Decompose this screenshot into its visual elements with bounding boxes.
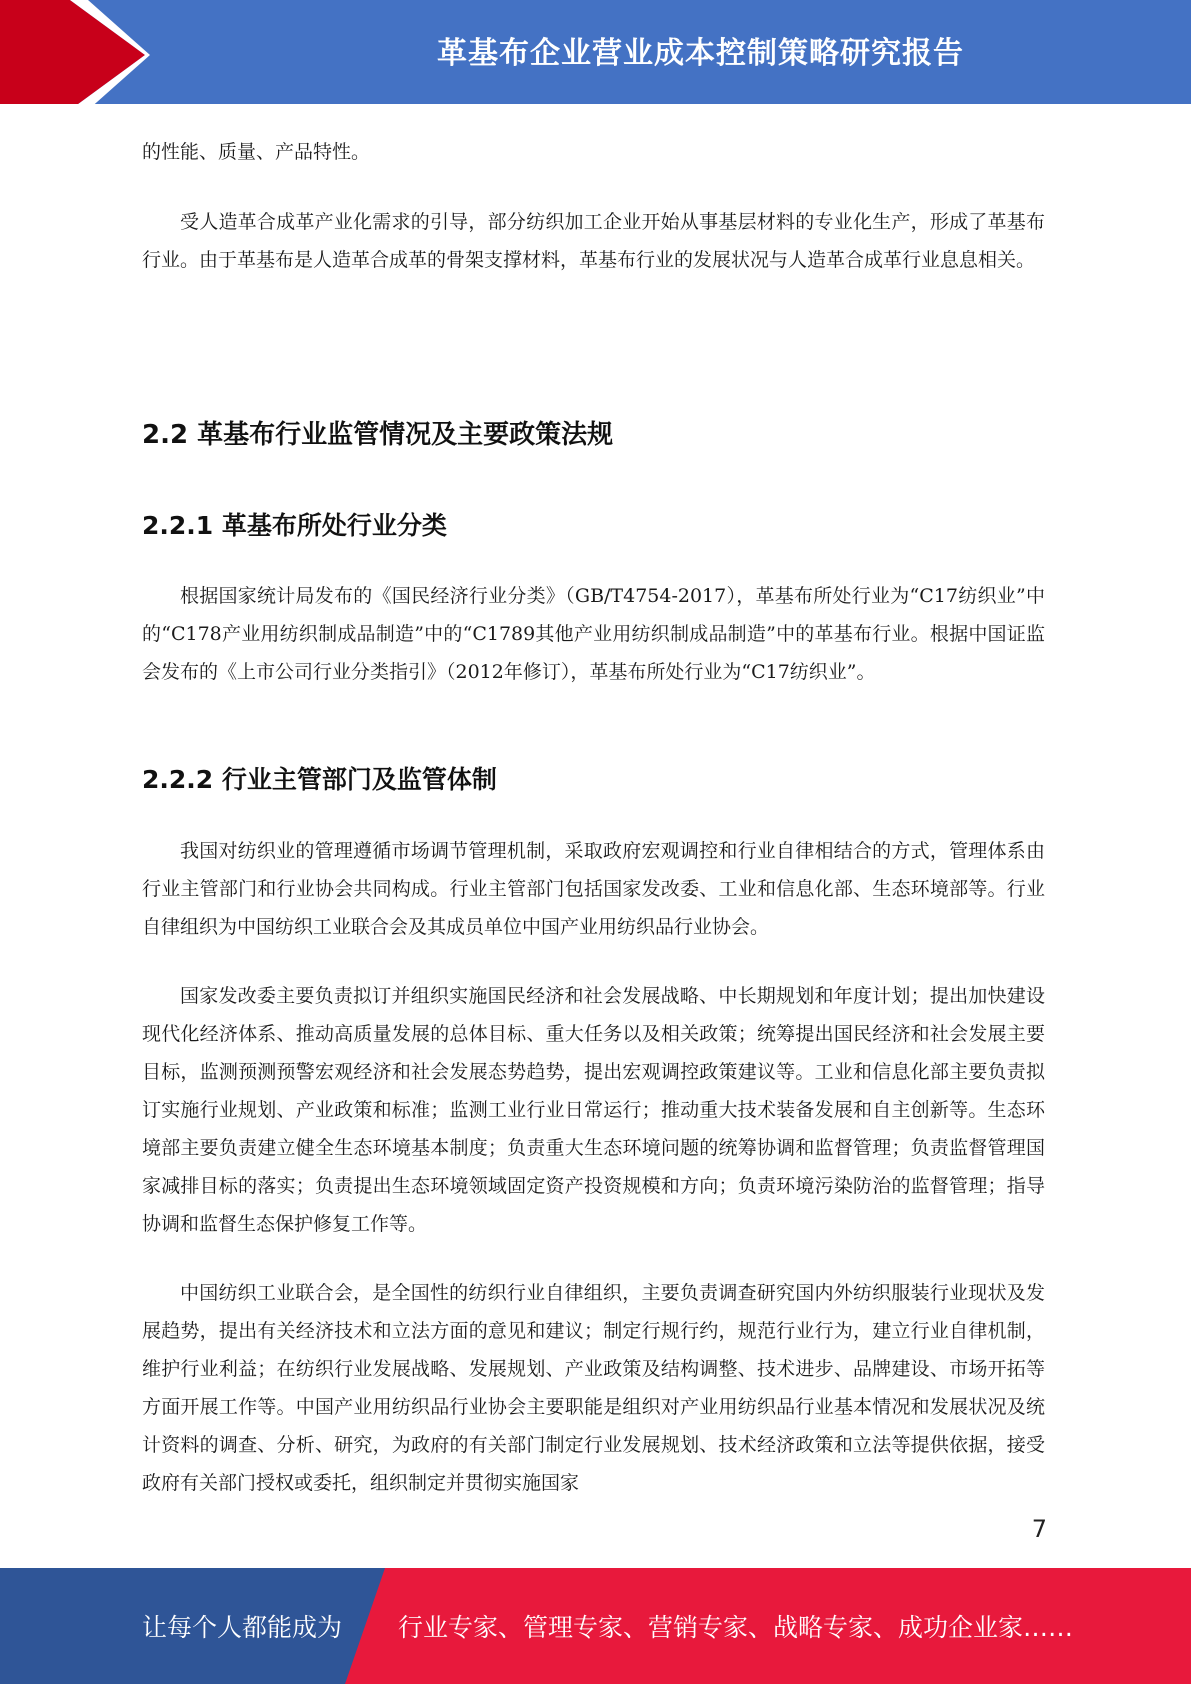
paragraph-government-departments: [142, 977, 1045, 1243]
section-heading: 2.2 革基布行业监管情况及主要政策法规: [142, 420, 614, 450]
paragraph-industry-associations: [142, 1274, 1045, 1502]
paragraph-text: 中国纺织工业联合会，是全国性的纺织行业自律组织，主要负责调查研究国内外纺织服装行业现状及发展趋势，提出有关经济技术和立法方面的意见和建议；制定行规行约，规范行业行为，建立行业自律机制，维护行业利益；在纺织行业发展战略、发展规划、产业政策及结构调整、技术进步、品牌建设、市场开拓等方面开展工作等。中国产业用纺织品行业协会主要职能是组织对产业用纺织品行业基本情况和发展状况及统计资料的调查、分析、研究，为政府的有关部门制定行业发展规划、技术经济政策和立法等提供依据，接受政府有关部门授权或委托，组织制定并贯彻实施国家: [142, 1282, 1045, 1494]
paragraph-text: 我国对纺织业的管理遵循市场调节管理机制，采取政府宏观调控和行业自律相结合的方式，管理体系由行业主管部门和行业协会共同构成。行业主管部门包括国家发改委、工业和信息化部、生态环境部等。行业自律组织为中国纺织工业联合会及其成员单位中国产业用纺织品行业协会。: [142, 840, 1045, 938]
subsection-heading: 2.2.2 行业主管部门及监管体制: [142, 765, 497, 794]
paragraph-regulatory-system: [142, 832, 1045, 946]
page-header: [0, 0, 1191, 110]
subsection-heading: 2.2.1 革基布所处行业分类: [142, 511, 447, 540]
paragraph-continued: [142, 133, 1045, 171]
paragraph-text: 根据国家统计局发布的《国民经济行业分类》（GB/T4754-2017），革基布所处行业为“C17纺织业”中的“C178产业用纺织制成品制造”中的“C1789其他产业用纺织制成品制造”中的革基布行业。根据中国证监会发布的《上市公司行业分类指引》（2012年修订），革基布所处行业为“C17纺织业”。: [142, 585, 1045, 683]
footer-slogan-left: 让每个人都能成为: [142, 1613, 343, 1642]
paragraph-text: 的性能、质量、产品特性。: [142, 141, 371, 163]
section-heading-2-2: [142, 414, 1045, 451]
page-number: 7: [1031, 1515, 1047, 1543]
page-footer: [0, 1568, 1191, 1684]
report-title: 革基布企业营业成本控制策略研究报告: [437, 36, 964, 71]
paragraph-industry-classification: [142, 577, 1045, 691]
footer-slogan-right: 行业专家、管理专家、营销专家、战略专家、成功企业家……: [398, 1613, 1074, 1642]
subsection-heading-2-2-2: [142, 760, 1045, 796]
paragraph-text: 国家发改委主要负责拟订并组织实施国民经济和社会发展战略、中长期规划和年度计划；提出加快建设现代化经济体系、推动高质量发展的总体目标、重大任务以及相关政策；统筹提出国民经济和社会发展主要目标，监测预测预警宏观经济和社会发展态势趋势，提出宏观调控政策建议等。工业和信息化部主要负责拟订实施行业规划、产业政策和标准；监测工业行业日常运行；推动重大技术装备发展和自主创新等。生态环境部主要负责建立健全生态环境基本制度；负责重大生态环境问题的统筹协调和监督管理；负责监督管理国家减排目标的落实；负责提出生态环境领域固定资产投资规模和方向；负责环境污染防治的监督管理；指导协调和监督生态保护修复工作等。: [142, 985, 1045, 1235]
paragraph-text: 受人造革合成革产业化需求的引导，部分纺织加工企业开始从事基层材料的专业化生产，形成了革基布行业。由于革基布是人造革合成革的骨架支撑材料，革基布行业的发展状况与人造革合成革行业息息相关。: [142, 211, 1045, 271]
subsection-heading-2-2-1: [142, 506, 1045, 542]
paragraph-industry-origin: [142, 203, 1045, 279]
